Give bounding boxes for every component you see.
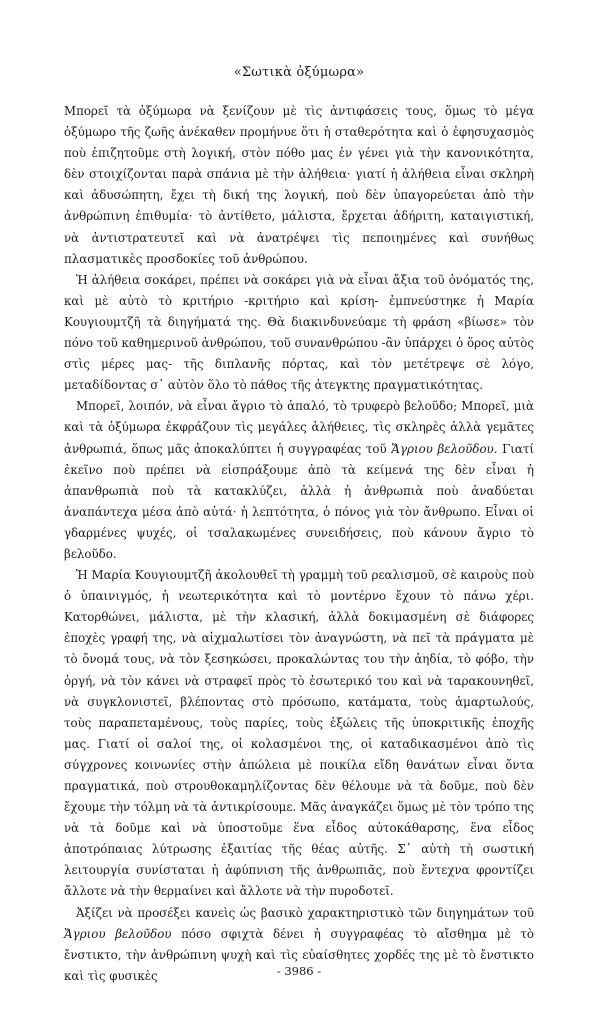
- paragraph-3-text-start: Μπορεῖ, λοιπόν, νὰ εἶναι ἄγριο τὸ ἁπαλό, τὸ τρυφερὸ βελοῦδο; Μπορεῖ, μιὰ καὶ τὰ ὀξύμωρα ἐκφράζουν τὶς μεγάλες ἀλήθειες, τὶς σκληρὲς ἀλλὰ γεμᾶτες ἀνθρωπιά, ὅπως μᾶς ἀποκαλύπτει ἡ συγγραφέας τοῦ: [64, 399, 534, 456]
- paragraph-5-text-end: πόσο σφιχτὰ δένει ἡ συγγραφέας τὸ αἴσθημα μὲ τὸ ἔνστικτο, τὴν ἀνθρώπινη ψυχὴ καὶ τὶς εὐαίσθητες χορδές της μὲ τὸ ἔνστικτο καὶ τὶς φυσικὲς: [64, 926, 535, 983]
- paragraph-3-text-end: Γιατί ἐκεῖνο ποὺ πρέπει νὰ εἰσπράξουμε ἀπὸ τὰ κείμενά της δὲν εἶναι ἡ ἀπανθρωπιὰ ποὺ τὰ κατακλύζει, ἀλλὰ ἡ ἀνθρωπιὰ ποὺ ἀναδύεται ἀναπάντεχα μέσα ἀπὸ αὐτά· ἡ λεπτότητα, ὁ πόνος γιὰ τὸν ἄνθρωπο. Εἶναι οἱ γδαρμένες ψυχές, οἱ τσαλακωμένες συνειδήσεις, ποὺ κάνουν ἄγριο τὸ βελοῦδο.: [64, 441, 534, 561]
- paragraph-4-text: Ἡ Μαρία Κουγιουμτζῆ ἀκολουθεῖ τὴ γραμμὴ τοῦ ρεαλισμοῦ, σὲ καιροὺς ποὺ ὁ ὑπαινιγμός, ἡ νεωτερικότητα καὶ τὸ μοντέρνο ἔχουν τὸ πάνω χέρι. Κατορθώνει, μάλιστα, μὲ τὴν κλασική, ἀλλὰ δοκιμασμένη σὲ διάφορες ἐποχὲς γραφή της, νὰ αἰχμαλωτίσει τὸν ἀναγνώστη, νὰ πεῖ τὰ πράγματα μὲ τὸ ὄνομά τους, νὰ τὸν ξεσηκώσει, προκαλώντας του τὴν ἀηδία, τὸ φόβο, τὴν ὀργή, νὰ τὸν κάνει νὰ στραφεῖ πρὸς τὸ ἐσωτερικό του καὶ νὰ ταρακουνηθεῖ, νὰ συγκλονιστεῖ, βλέποντας στὸ πρόσωπο, κατάματα, τοὺς ἁμαρτωλούς, τοὺς παραπεταμένους, τοὺς παρίες, τοὺς ἐξώλεις τῆς ὑποκριτικῆς ἐποχῆς μας. Γιατί οἱ σαλοί της, οἱ κολασμένοι της, οἱ καταδικασμένοι ἀπὸ τὶς σύγχρονες κοινωνίες στὴν ἀπώλεια μὲ ποικίλα εἴδη θανάτων εἶναι ὄντα πραγματικά, ποὺ στρουθοκαμηλίζοντας δὲν θέλουμε νὰ τὰ δοῦμε, ποὺ δὲν ἔχουμε τὴν τόλμη νὰ τὰ ἀντικρίσουμε. Μᾶς ἀναγκάζει ὅμως μὲ τὸν τρόπο της νὰ τὰ δοῦμε καὶ νὰ ὑποστοῦμε ἕνα εἶδος αὐτοκάθαρσης, ἕνα εἶδος ἀποτρόπαιας λύτρωσης ἐξαιτίας τῆς θέας αὐτῆς. Σ᾿ αὐτὴ τὴ σωστική λειτουργία συνίσταται ἡ ἀφύπνιση τῆς ἀνθρωπιᾶς, ποὺ ἔντεχνα φροντίζει ἄλλοτε νὰ τὴν θερμαίνει καὶ ἄλλοτε νὰ τὴν πυροδοτεῖ.: [64, 568, 534, 899]
- book-title-italic: Ἄγριου βελοῦδου.: [391, 441, 498, 456]
- paragraph-1-text: Μπορεῖ τὰ ὀξύμωρα νὰ ξενίζουν μὲ τὶς ἀντιφάσεις τους, ὅμως τὸ μέγα ὀξύμωρο τῆς ζωῆς ἀνέκαθεν προμήνυε ὅτι ἡ σταθερότητα καὶ ὁ ἐφησυχασμὸς ποὺ ἐπιζητοῦμε στὴ λογική, στὸν πόθο μας ἐν γένει γιὰ τὴν κανονικότητα, δὲν στοιχίζονται παρὰ σπάνια μὲ τὴν ἀλήθεια· γιατί ἡ ἀλήθεια εἶναι σκληρὴ καὶ ἀδυσώπητη, ἔχει τὴ δική της λογική, ποὺ δὲν ὑπαγορεύεται ἀπὸ τὴν ἀνθρώπινη ἐπιθυμία· τὸ ἀντίθετο, μάλιστα, ἔρχεται ἀδήριτη, καταιγιστική, νὰ ἀντιστρατευτεῖ καὶ νὰ ἀνατρέψει τὶς πεποιημένες καὶ συνήθως πλασματικὲς προσδοκίες τοῦ ἀνθρώπου.: [64, 104, 534, 266]
- document-body: [64, 101, 534, 987]
- paragraph-2-text: Ἡ ἀλήθεια σοκάρει, πρέπει νὰ σοκάρει γιὰ νὰ εἶναι ἄξια τοῦ ὀνόματός της, καὶ μὲ αὐτὸ τὸ κριτήριο -κριτήριο καὶ κρίση- ἐμπνεύστηκε ἡ Μαρία Κουγιουμτζῆ τὰ διηγήματά της. Θὰ διακινδυνεύαμε τὴ φράση «βίωσε» τὸν πόνο τοῦ καθημερινοῦ ἀνθρώπου, τοῦ συνανθρώπου -ἂν ὑπάρχει ὁ ὅρος αὐτὸς στὶς μέρες μας- τῆς διπλανῆς πόρτας, καὶ τὸν μετέτρεψε σὲ λόγο, μεταδίδοντας σ᾿ αὐτὸν ὅλο τὸ πάθος τῆς ἀτεγκτης πραγματικότητας.: [64, 272, 534, 393]
- paragraph-5-text-start: Ἀξίζει νὰ προσέξει κανεὶς ὡς βασικὸ χαρακτηριστικὸ τῶν διηγημάτων τοῦ: [76, 905, 534, 920]
- paragraph-2: [64, 270, 534, 397]
- paragraph-1: [64, 101, 534, 270]
- page-number: - 3986 -: [276, 964, 322, 978]
- document-page: [64, 0, 534, 1024]
- document-title: «Σωτικὰ ὀξύμωρα»: [233, 65, 365, 80]
- book-title-italic: Ἄγριου βελοῦδου: [64, 926, 172, 941]
- paragraph-4: [64, 565, 534, 903]
- paragraph-3: [64, 396, 534, 565]
